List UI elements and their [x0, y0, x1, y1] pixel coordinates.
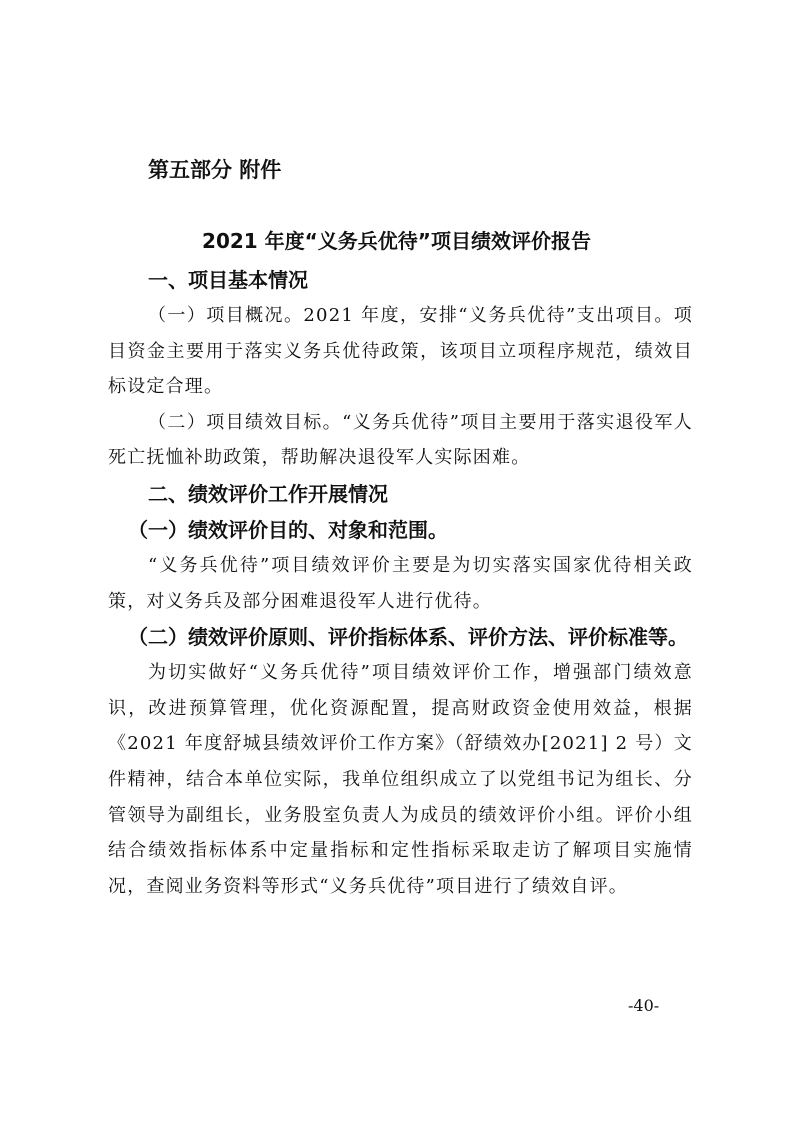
- section-heading-evaluation-work: 二、绩效评价工作开展情况: [148, 481, 388, 506]
- paragraph-project-goals: （二）项目绩效目标。“义务兵优待”项目主要用于落实退役军人死亡抚恤补助政策，帮助解决退役军人实际困难。: [108, 411, 693, 469]
- paragraph-project-overview: （一）项目概况。2021 年度，安排“义务兵优待”支出项目。项目资金主要用于落实义务兵优待政策，该项目立项程序规范，绩效目标设定合理。: [108, 305, 693, 398]
- paragraph-evaluation-process: 为切实做好“义务兵优待”项目绩效评价工作，增强部门绩效意识，改进预算管理，优化资源配置，提高财政资金使用效益，根据《2021 年度舒城县绩效评价工作方案》（舒绩效办[2021] 2 号）文件精神，结合本单位实际，我单位组织成立了以党组书记为组长、分管领导为副组长，业务股室负责人为成员的绩效评价小组。评价小组结合绩效指标体系中定量指标和定性指标采取走访了解项目实施情况，查阅业务资料等形式“义务兵优待”项目进行了绩效自评。: [108, 662, 693, 897]
- report-title: 2021 年度“义务兵优待”项目绩效评价报告: [202, 229, 591, 253]
- section-heading-basic-info: 一、项目基本情况: [148, 268, 308, 292]
- subsection-heading-purpose: （一）绩效评价目的、对象和范围。: [128, 517, 448, 542]
- part-heading: 第五部分 附件: [148, 158, 282, 182]
- page-number: -40-: [628, 996, 660, 1015]
- report-body: [108, 262, 693, 904]
- paragraph-evaluation-purpose: “义务兵优待”项目绩效评价主要是为切实落实国家优待相关政策，对义务兵及部分困难退役军人进行优待。: [108, 554, 693, 612]
- subsection-heading-principles: （二）绩效评价原则、评价指标体系、评价方法、评价标准等。: [128, 625, 688, 650]
